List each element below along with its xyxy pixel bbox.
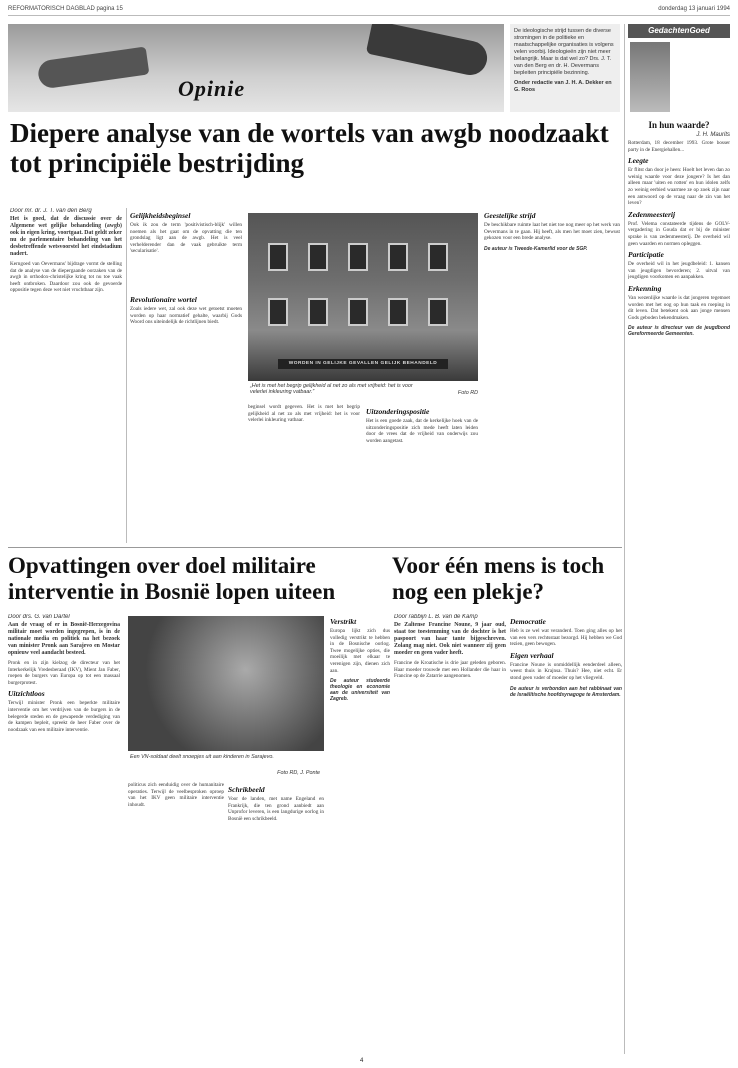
column-heading-1: Leegte xyxy=(628,156,649,166)
article1-photo-credit: Foto RD xyxy=(457,390,478,396)
article3-body3: Francine Noune is onmiddellijk eenderdeel alleen, weest thuis in Krajnsa. Thuis? Hee, niet echt. Er stond geen vader of moeder op het vliegveld. xyxy=(510,661,622,681)
column-intro: Rotterdam, 18 december 1993. Grote bosser party in de Energiehallen... xyxy=(628,140,730,153)
column-head: GedachtenGoed xyxy=(628,24,730,38)
right-column-divider xyxy=(624,24,625,1054)
article2-byline: Door drs. G. van Dartel xyxy=(8,614,70,620)
column-text-2: Prof. Velema constateerde tijdens de GOLV-vergadering in Gouda dat er bij de minister sprake is van zedenmeesterij. De overheid wil geen waarden en normen opleggen. xyxy=(628,220,730,247)
article1-lead: Het is goed, dat de discussie over de Algemene wet gelijke behandeling (awgb) ook in eigen kring, voortgaat. Dat geldt zeker nu de parlementaire behandeling van het desbetreffende wetsvoorstel het eindstadium nadert. xyxy=(10,216,122,257)
article1-endnote: De auteur is Tweede-Kamerlid voor de SGP. xyxy=(484,245,588,252)
article1-col1 xyxy=(10,208,122,543)
article1-sub4: Geestelijke strijd xyxy=(484,211,536,220)
column-endnote: De auteur is directeur van de jeugdbond Gereformeerde Gemeenten. xyxy=(628,325,730,338)
hand-illustration-right xyxy=(366,24,490,78)
article2-endnote: De auteur studeerde theologie en economie aan de universiteit van Zagreb. xyxy=(330,678,390,703)
article1-sub2: Revolutionaire wortel xyxy=(130,294,197,304)
article2-body2: Terwijl minister Pronk een beperkte militaire interventie om het verdrijven van de burgers in de belegerde steden en de gewapende verdediging van de kampen bepleit, spreekt de heer Faber over de noodzaak van een militaire interventie. xyxy=(8,700,120,733)
article1-col3 xyxy=(248,404,360,544)
column-divider xyxy=(126,208,127,543)
article3-sub2: Eigen verhaal xyxy=(510,650,554,660)
column-heading-2: Zedenmeesterij xyxy=(628,209,676,219)
gedachtengoed-column xyxy=(628,116,730,1054)
article3-body1: Francine de Kroatische is drie jaar geleden geboren. Haar moeder trouwde met een Hollander die haar in Francine op de Zatarrie aangenomen. xyxy=(394,660,506,680)
article2-col2 xyxy=(128,782,224,1054)
column-heading-4: Erkenning xyxy=(628,283,662,293)
article1-photo xyxy=(248,213,478,381)
article1-col2 xyxy=(130,208,242,543)
article2-col1 xyxy=(8,614,120,1054)
article3-sub1: Democratie xyxy=(510,617,546,626)
article2-col3 xyxy=(228,782,324,1054)
article3-col2 xyxy=(510,614,622,1054)
article1-body3: Zoals iedere wet, zal ook deze wet getoetst moeten worden op haar normatief gehalte, waarbij Gods Woord ons uiteindelijk de richtlijnen biedt. xyxy=(130,305,242,326)
article2-headline: Opvattingen over doel militaire interventie in Bosnië lopen uiteen xyxy=(8,553,336,604)
article3-headline: Voor één mens is toch nog een plekje? xyxy=(392,553,605,604)
article3-body2: Heb is ze wel wat veranderd. Toen ging alles op het van een vers rechtsstaat bezorgd. Hij hebben we God tezien, geen bewogen. xyxy=(510,628,622,648)
article1-headline: Diepere analyse van de wortels van awgb noodzaakt tot principiële bestrijding xyxy=(10,118,609,178)
article1-body2: Ook ik zou de term 'positivistisch-blijk' willen noemen als het gaat om de opvatting die ten grondslag ligt aan de awgb. Het is veel verhelderender dan de vaak gebruikte term 'secularisatie'. xyxy=(130,222,242,255)
article2-sub3: Verstrikt xyxy=(330,617,357,626)
article1-body5: Het is een goede zaak, dat de kerkelijke hoek van de uitzonderingspositie zich mede heeft laten leiden door de vrees dat de vrijheid van onderwijs zou worden aangetast. xyxy=(366,418,478,444)
article2-col4 xyxy=(330,614,390,1054)
article2-caption: Een VN-soldaat deelt snoepjes uit aan kinderen in Sarajevo. xyxy=(130,754,274,760)
column-text-1: Er flitst dan door je heen: Hoelt het leven dan zo weinig waarde voor deze jongere? Is het dan alleen maar 'uiten en rotten' en hun idolen zelfs zo weinig eerbied waarmee ze op zoek zijn naar een antwoord op de vraag naar de zin van het leven? xyxy=(628,167,730,207)
article1-body1: Kerngoed van Oevermans' bijdrage vormt de stelling dat de analyse van de diepergaande oorzaken van de awgb in orthodox-christelijke kring tot nu toe vaak heeft ontbroken. Daardoor zou ook de gevoerde oppositie tegen deze wet niet vruchtbaar zijn. xyxy=(10,261,122,294)
article2-body4: Voor de landen, met name Engeland en Frankrijk, die ten grond aanbiedt aan Unprofor leveren, is een langdurige oorlog in Bosnië een schrikbeeld. xyxy=(228,796,324,822)
section-intro xyxy=(510,24,620,112)
article2-body5: Europa lijkt zich dus volledig verstrikt te hebben in de Bosnische oorlog. Twee mogelijke opties, die moeilijk met elkaar te verenigen zijn, dienen zich aan. xyxy=(330,628,390,674)
article3-lead: De Zaltense Francine Noune, 9 jaar oud, staat toe toestemming van de dochter is het paspoort van haar tante bijgeschreven. Zolang mag niet. Ook niet wanneer zij geen moeder en geen vader heeft. xyxy=(394,622,506,656)
article2-photo xyxy=(128,616,324,751)
article1-sub1: Gelijkheidsbeginsel xyxy=(130,211,191,220)
section-intro-credit: Onder redactie van J. H. A. Dekker en G. Roos xyxy=(514,80,612,93)
hand-illustration-left xyxy=(37,46,150,89)
column-title: In hun waarde? xyxy=(648,120,710,130)
column-author: J. H. Maurits xyxy=(696,132,730,138)
article1-byline: Door mr. dr. J. T. van den Berg xyxy=(10,208,92,214)
article1-caption: „Het is met het begrip gelijkheid al net zo als met vrijheid: het is voor velerlei inkleuring vatbaar.” xyxy=(250,383,413,395)
article2-lead: Aan de vraag of er in Bosnië-Herzegovina militair moet worden ingegrepen, is in de nationale media en politiek na het bezoek van minister Pronk aan Sarajevo en Mostar opnieuw veel aandacht besteed. xyxy=(8,622,120,656)
article1-body4: beginsel wordt gegeven. Het is met het begrip gelijkheid al net zo als met vrijheid: het is voor velerlei inkleuring vatbaar. xyxy=(248,404,360,424)
section-rule xyxy=(8,547,622,548)
article1-sub3: Uitzonderingspositie xyxy=(366,407,430,416)
column-text-3: De overheid wil in het jeugdbeleid: 1. kansen van jeugdigen bevorderen; 2. uitval van jeugdigen voorkomen en aanpakken. xyxy=(628,261,730,281)
article2-sub1: Uitzichtloos xyxy=(8,689,45,699)
section-title: Opinie xyxy=(178,76,246,101)
photo-building-banner: WORDEN IN GELIJKE GEVALLEN GELIJK BEHANDELD xyxy=(278,359,448,369)
article2-body3: politicus zich eenduidig over de humanitaire operaties. Terwijl de veelbesproken oproep van het IKV geen militaire interventie inhoudt. xyxy=(128,782,224,808)
masthead xyxy=(8,4,730,16)
article3-col1 xyxy=(394,614,506,1054)
article1-body6: De beschikbare ruimte laat het niet toe nog meer op het werk van Oevermans in te gaan. Hij heeft, als men het moet zien, bewust gekozen voor een brede analyse. xyxy=(484,222,620,242)
article2-photo-credit: Foto RD, J. Ponte xyxy=(277,770,320,776)
section-intro-text: De ideologische strijd tussen de diverse stromingen in de politieke en maatschappelijke organisaties is volgens velen voorbij. Ideologieën zijn niet meer belangrijk. Maar is dat wel zo? Drs. J. T. van den Berg en dr. H. Oevermans bepleiten principiële bezinning. xyxy=(514,28,614,76)
opinion-banner xyxy=(8,24,504,112)
paper-name: REFORMATORISCH DAGBLAD pagina 15 xyxy=(8,6,123,12)
article3-byline: Door rabbijn L. B. van de Kamp xyxy=(394,614,478,620)
article1-col4 xyxy=(366,404,478,544)
author-portrait xyxy=(630,42,670,112)
article2-body1: Pronk en in zijn kielzog de directeur van het Interkerkelijk Vredesberaad (IKV), Mient Jan Faber, roepen de burgers van Europa op tot een massaal burgerprotest. xyxy=(8,660,120,686)
article1-col5 xyxy=(484,208,620,543)
article3-endnote: De auteur is verbonden aan het rabbinaat van de Israëlitische hoofdsynagoge te Amsterdam. xyxy=(510,685,622,698)
article2-sub2: Schrikbeeld xyxy=(228,785,265,794)
page-number: 4 xyxy=(360,1058,364,1064)
column-heading-3: Participatie xyxy=(628,250,664,260)
issue-date: donderdag 13 januari 1994 xyxy=(658,6,730,12)
column-text-4: Van wezenlijke waarde is dat jongeren tegemoet worden met het oog op hun taak en roeping in dit leven. Dat betekent ook aan jonge mensen Gods geboden bekendmaken. xyxy=(628,294,730,321)
